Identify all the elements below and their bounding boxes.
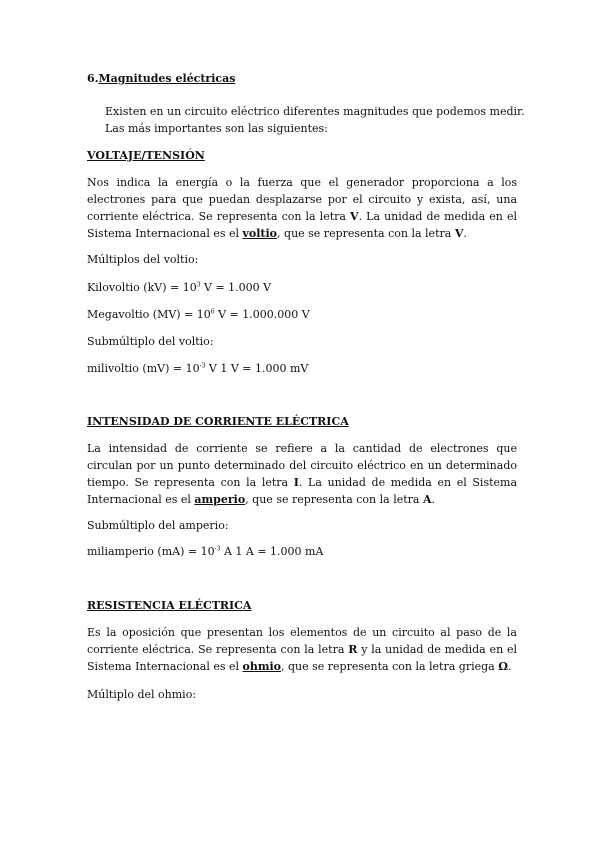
heading-voltaje: VOLTAJE/TENSIÓN (87, 149, 205, 162)
heading-intensidad: INTENSIDAD DE CORRIENTE ELÉCTRICA (87, 415, 349, 428)
voltaje-letter: V (350, 210, 359, 223)
megavoltio-text: Megavoltio (MV) = 10 (87, 308, 211, 321)
multiples-voltio-label: Múltiplos del voltio: (87, 253, 199, 266)
section-title-text: Magnitudes eléctricas (98, 72, 236, 85)
paragraph-intensidad (87, 440, 517, 508)
section-title (87, 70, 517, 87)
intensidad-text-2: . La unidad de medida en el Sistema Internacional es el (87, 476, 518, 506)
intensidad-text-1: La intensidad de corriente se refiere a la cantidad de electrones que circulan por un punto determinado del circuito eléctrico en un determinado tiempo. Se representa con la letra (87, 442, 517, 489)
multiplo-ohmio-label: Múltiplo del ohmio: (87, 688, 197, 701)
voltaje-text-4: . (463, 227, 467, 240)
megavoltio-line (87, 306, 517, 323)
kilovoltio-exponent: 3 (196, 281, 201, 289)
megavoltio-exponent: 6 (210, 308, 215, 316)
resistencia-text-4: . (508, 660, 512, 673)
section-number: 6. (87, 72, 99, 85)
milivoltio-line (87, 360, 517, 377)
megavoltio-value: V = 1.000.000 V (214, 308, 310, 321)
paragraph-resistencia (87, 624, 517, 675)
resistencia-text-2: y la unidad de medida en el Sistema Internacional es el (87, 643, 518, 673)
submultiplo-amperio-label: Submúltiplo del amperio: (87, 519, 229, 532)
intro-paragraph: Existen en un circuito eléctrico diferentes magnitudes que podemos medir. Las más importantes son las siguientes: (105, 105, 525, 135)
voltaje-text-1: Nos indica la energía o la fuerza que el generador proporciona a los electrones para que puedan desplazarse por el circuito y exista, así, una corriente eléctrica. Se representa con la letra (87, 176, 517, 223)
paragraph-voltaje (87, 174, 517, 242)
resistencia-text-1: Es la oposición que presentan los elementos de un circuito al paso de la corriente eléctrica. Se representa con la letra (87, 626, 517, 656)
intensidad-text-4: . (431, 493, 436, 506)
kilovoltio-text: Kilovoltio (kV) = 10 (87, 281, 197, 294)
kilovoltio-line (87, 279, 517, 296)
milivoltio-exponent: -3 (199, 362, 206, 370)
miliamperio-text: miliamperio (mA) = 10 (87, 545, 215, 558)
voltaje-text-3: , que se representa con la letra (277, 227, 455, 240)
submultiplo-voltio-label: Submúltiplo del voltio: (87, 335, 214, 348)
heading-resistencia: RESISTENCIA ELÉCTRICA (87, 599, 252, 612)
kilovoltio-value: V = 1.000 V (200, 281, 272, 294)
resistencia-unit: ohmio (242, 660, 282, 673)
voltaje-text-2: . La unidad de medida en el Sistema Internacional es el (87, 210, 517, 240)
miliamperio-line (87, 543, 517, 560)
intensidad-unit: amperio (194, 493, 246, 506)
milivoltio-value: V 1 V = 1.000 mV (205, 362, 309, 375)
omega-symbol: Ω (498, 660, 509, 673)
resistencia-letter: R (348, 643, 358, 656)
milivoltio-text: milivoltio (mV) = 10 (87, 362, 200, 375)
intensidad-letter-2: A (422, 493, 432, 506)
miliamperio-value: A 1 A = 1.000 mA (220, 545, 324, 558)
intensidad-letter: I (293, 476, 299, 489)
voltaje-unit: voltio (242, 227, 278, 240)
intensidad-text-3: , que se representa con la letra (245, 493, 423, 506)
resistencia-text-3: , que se representa con la letra griega (281, 660, 499, 673)
voltaje-letter-2: V (454, 227, 464, 240)
miliamperio-exponent: -3 (214, 545, 221, 553)
